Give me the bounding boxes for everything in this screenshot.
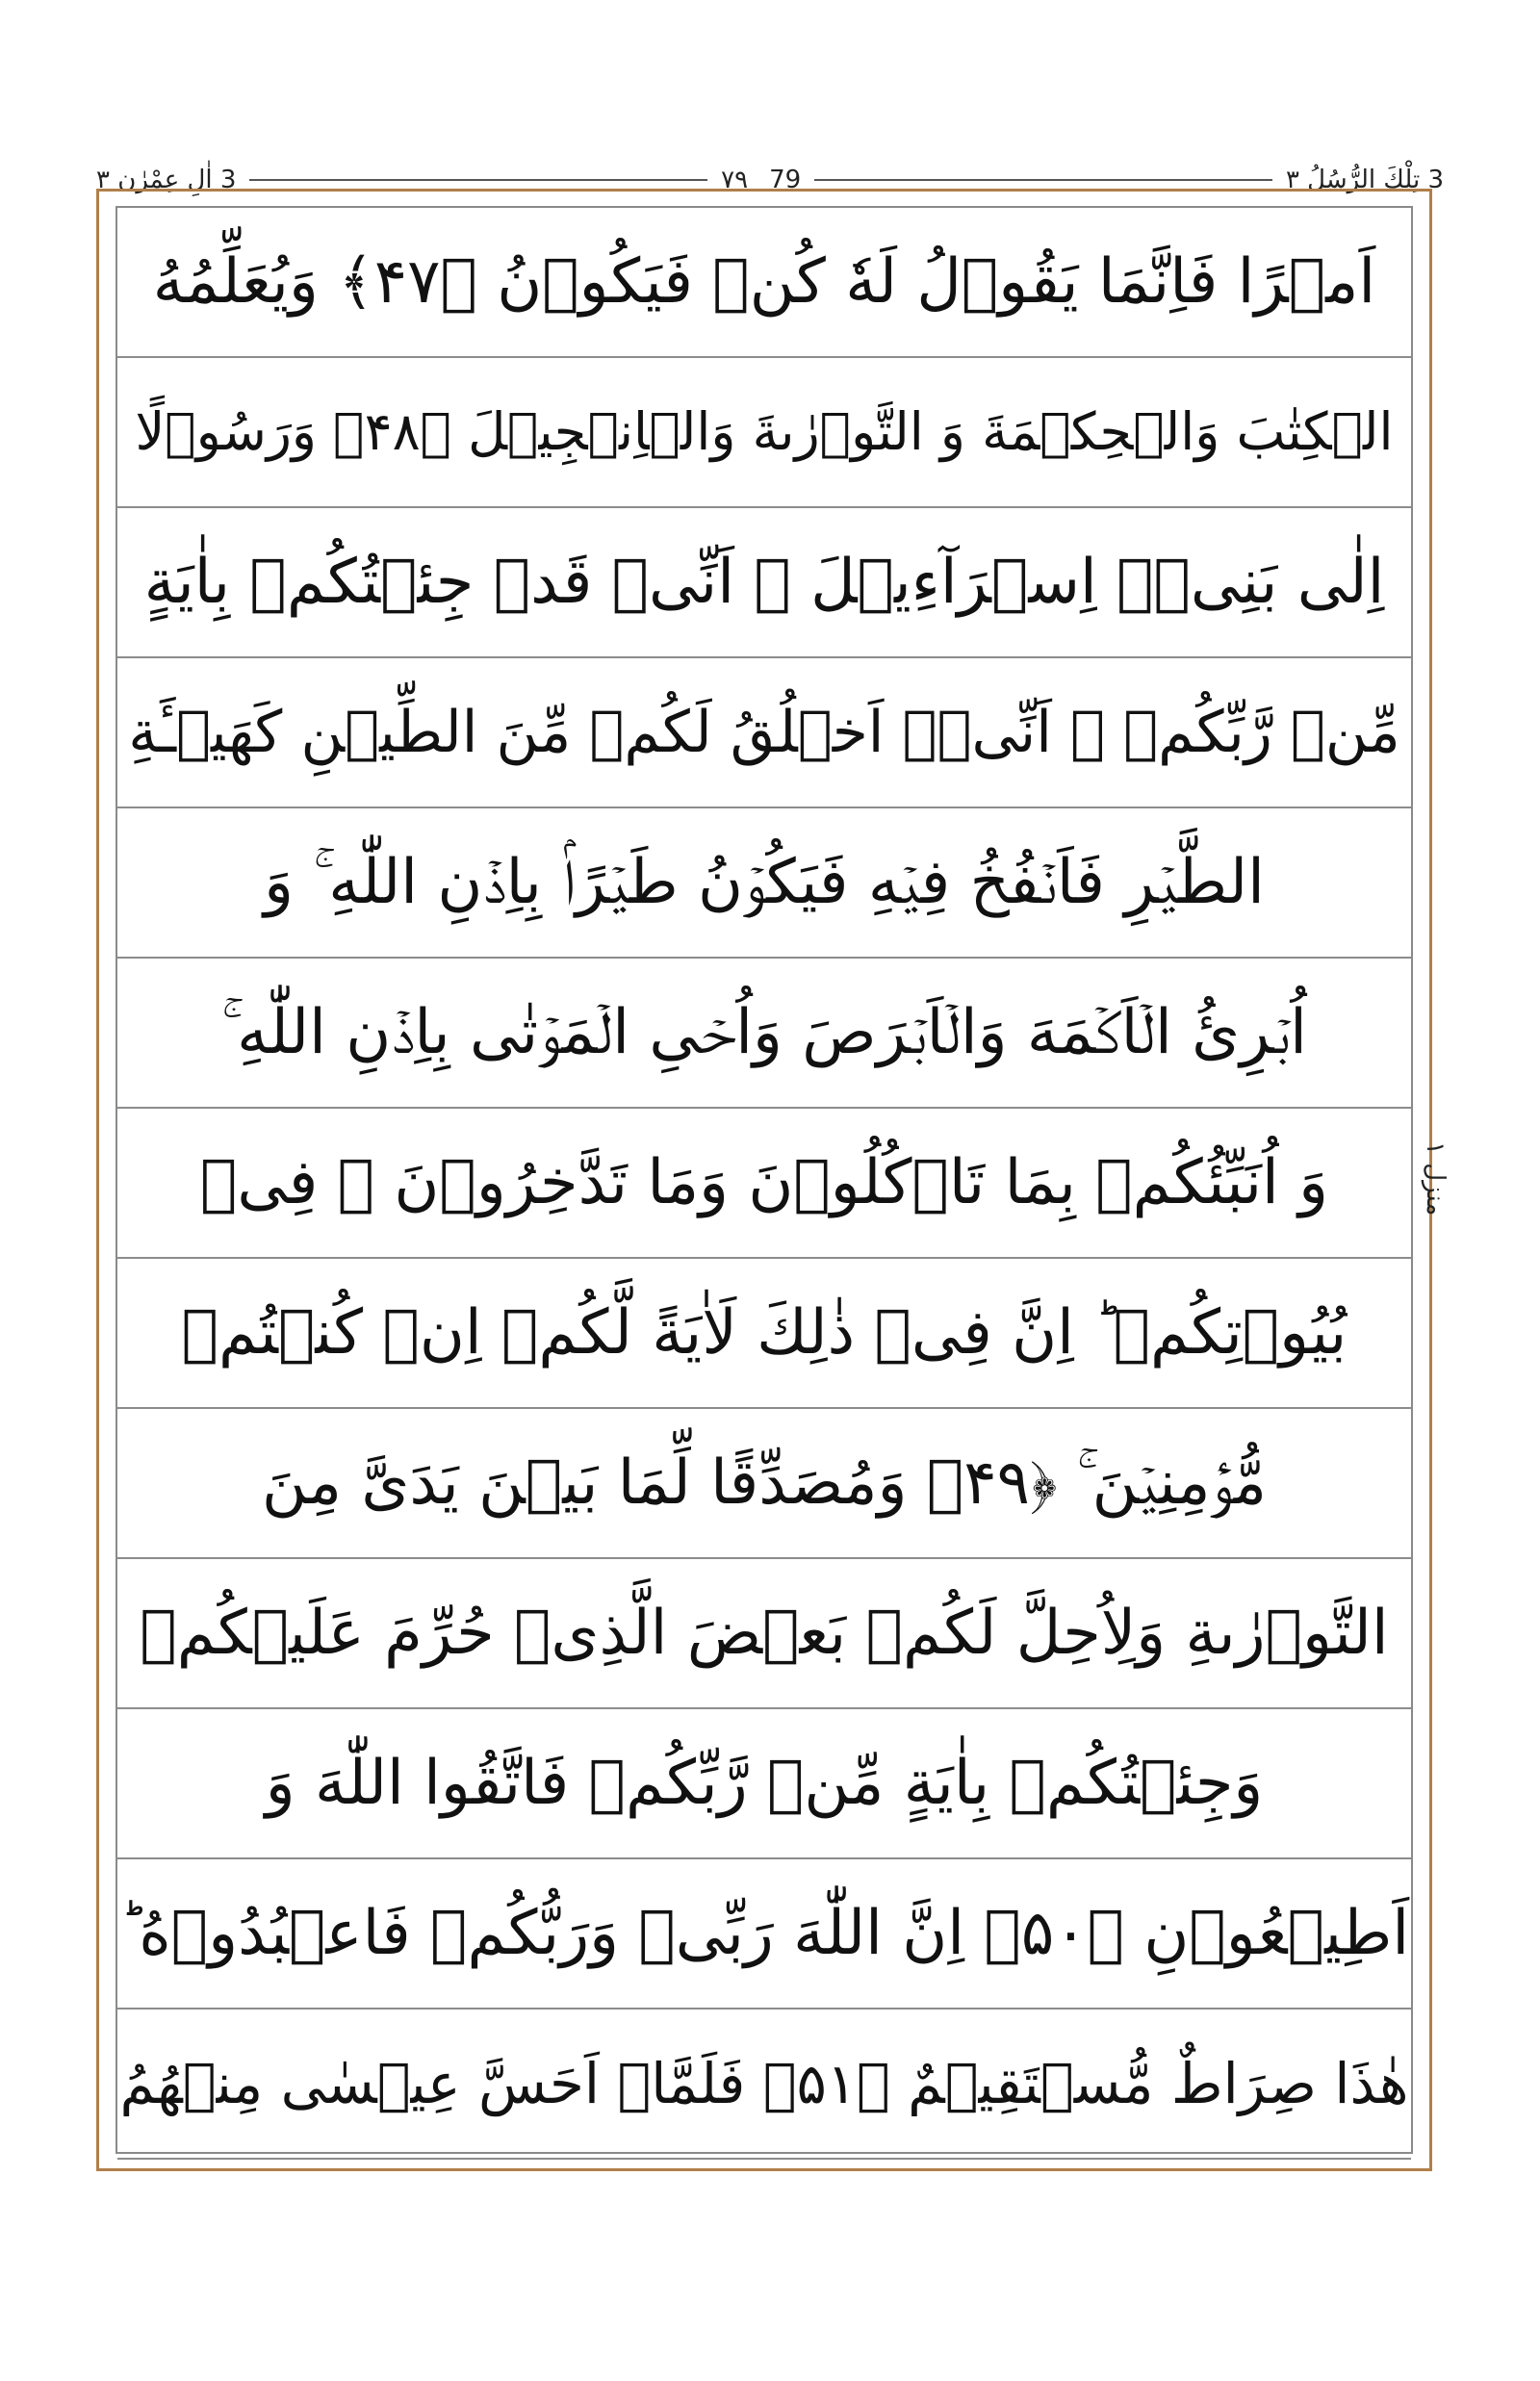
- header-rule-right: [814, 179, 1272, 181]
- text-line-5: الطَّيۡرِ فَاَنۡفُخُ فِيۡهِ فَيَكُوۡنُ طَيۡرًاۢ بِاِذۡنِ اللّٰهِ ۚ وَ: [117, 808, 1411, 959]
- text-line-13: هٰذَا صِرَاطٌ مُّسۡتَقِيۡمٌ ﴿۵۱﴾ فَلَمَّاۤ اَحَسَّ عِيۡسٰى مِنۡهُمُ: [117, 2010, 1411, 2160]
- text-line-9: مُّؤۡمِنِيۡنَ ۚ ﴿۴۹﴾ وَمُصَدِّقًا لِّمَا بَيۡنَ يَدَىَّ مِنَ: [117, 1409, 1411, 1559]
- text-line-3: اِلٰى بَنِىۡۤ اِسۡرَآءِيۡلَ ۙ اَنِّىۡ قَدۡ جِئۡتُكُمۡ بِاٰيَةٍ: [117, 508, 1411, 658]
- text-line-7: وَ اُنَبِّئُكُمۡ بِمَا تَاۡكُلُوۡنَ وَمَا تَدَّخِرُوۡنَ ۙ فِىۡ: [117, 1109, 1411, 1259]
- text-line-8: بُيُوۡتِكُمۡ ؕ اِنَّ فِىۡ ذٰلِكَ لَاٰيَةً لَّكُمۡ اِنۡ كُنۡتُمۡ: [117, 1259, 1411, 1409]
- text-line-6: اُبۡرِئُ الۡاَكۡمَهَ وَالۡاَبۡرَصَ وَاُحۡىِ الۡمَوۡتٰى بِاِذۡنِ اللّٰهِ ۚ: [117, 959, 1411, 1109]
- page-number: 79: [769, 166, 802, 194]
- text-line-11: وَجِئۡتُكُمۡ بِاٰيَةٍ مِّنۡ رَّبِّكُمۡ فَاتَّقُوا اللّٰهَ وَ: [117, 1709, 1411, 1859]
- text-line-4: مِّنۡ رَّبِّكُمۡ ۙ اَنِّىۡۤ اَخۡلُقُ لَكُمۡ مِّنَ الطِّيۡنِ كَهَیۡـَٔةِ: [117, 658, 1411, 808]
- text-line-12: اَطِيۡعُوۡنِ ﴿۵۰﴾ اِنَّ اللّٰهَ رَبِّىۡ وَرَبُّكُمۡ فَاعۡبُدُوۡهُ ؕ: [117, 1859, 1411, 2010]
- text-line-1: اَمۡرًا فَاِنَّمَا يَقُوۡلُ لَهٗ كُنۡ فَيَكُوۡنُ ﴿۴۷﴾ وَيُعَلِّمُهُ: [117, 208, 1411, 358]
- header-rule-left: [249, 179, 707, 181]
- text-line-2: الۡكِتٰبَ وَالۡحِكۡمَةَ وَ التَّوۡرٰىةَ وَالۡاِنۡجِيۡلَ ﴿۴۸﴾ وَرَسُوۡلًا: [117, 358, 1411, 508]
- text-line-10: التَّوۡرٰىةِ وَلِاُحِلَّ لَكُمۡ بَعۡضَ الَّذِىۡ حُرِّمَ عَلَيۡكُمۡ: [117, 1559, 1411, 1709]
- juz-name: 3 تِلْكَ الرُّسُلُ ٣: [1285, 166, 1444, 194]
- surah-name: 3 اٰلِ عِمْرٰن ٣: [96, 166, 237, 194]
- manzil-marker: منزل ۱: [1421, 1141, 1450, 1216]
- page-number-arabic: ٧٩: [721, 166, 749, 194]
